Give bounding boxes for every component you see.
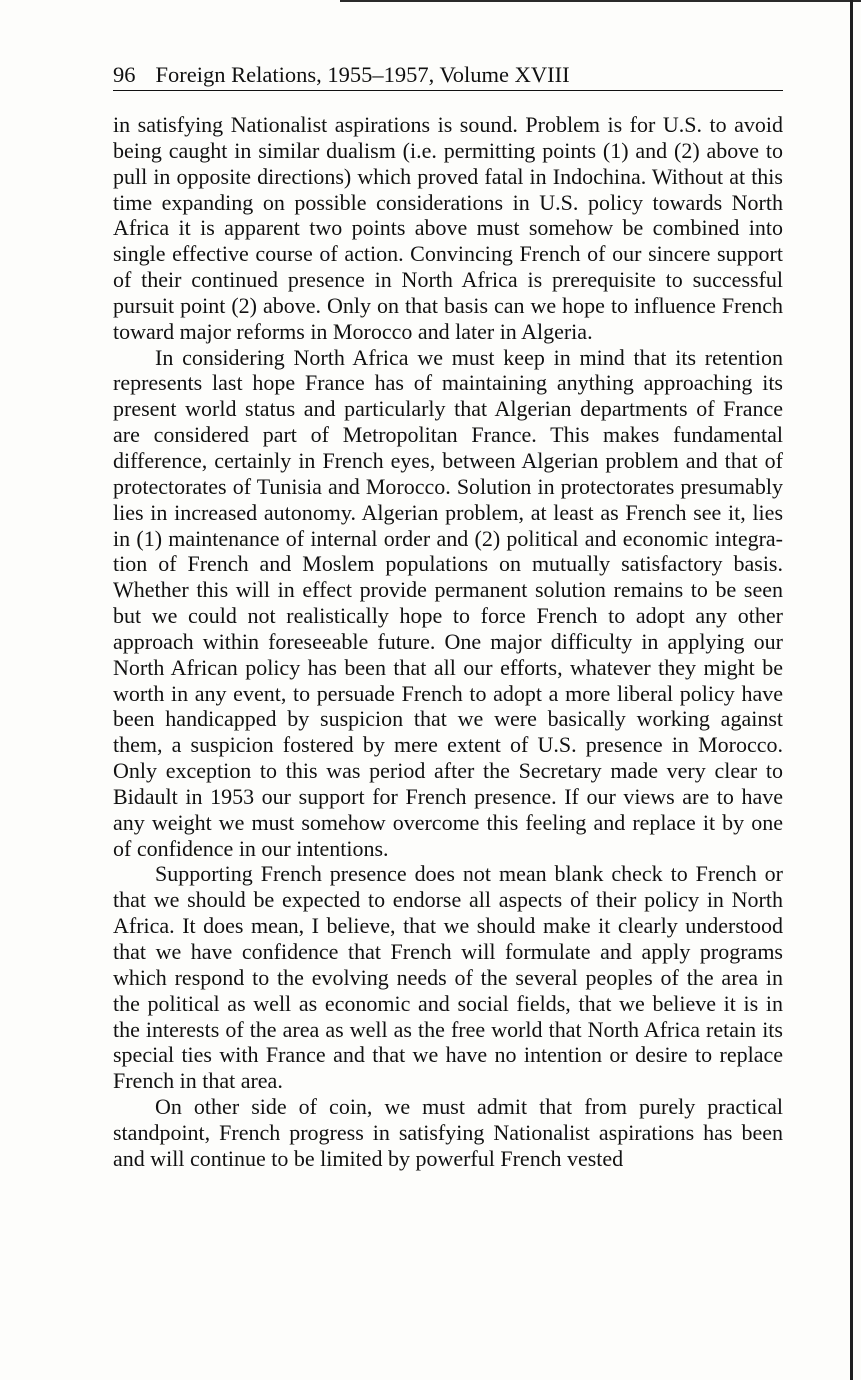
scan-top-edge — [340, 0, 861, 2]
paragraph-continued: in satisfying Nationalist aspirations is sound. Problem is for U.S. to avoid being caught in similar dualism (i.e. permitting points (1) and (2) above to pull in opposite directions) which proved fatal in Indochina. Without at this time expanding on possible considerations in U.S. policy towards North Africa it is apparent two points above must somehow be combined into single effective course of action. Convincing French of our sincere support of their continued presence in North Africa is prerequisite to successful pursuit point (2) above. Only on that basis can we hope to influence French toward major reforms in Morocco and later in Algeria. — [113, 112, 783, 344]
paragraph: Supporting French presence does not mean blank check to French or that we should be expected to endorse all aspects of their policy in North Africa. It does mean, I believe, that we should make it clearly understood that we have confidence that French will formulate and apply programs which respond to the evolving needs of the several peoples of the area in the political as well as economic and social fields, that we believe it is in the interests of the area as well as the free world that North Africa retain its special ties with France and that we have no intention or desire to replace French in that area. — [113, 861, 783, 1094]
running-head — [113, 62, 783, 91]
page-number: 96 — [113, 62, 136, 87]
paragraph: On other side of coin, we must admit that from purely practical standpoint, French progress in satisfying Nationalist aspirations has been and will continue to be limited by powerful French vested — [113, 1094, 783, 1171]
running-head-title: Foreign Relations, 1955–1957, Volume XVIII — [155, 62, 570, 87]
scan-right-edge — [850, 0, 853, 1380]
body-text — [113, 112, 783, 1172]
paragraph: In considering North Africa we must keep in mind that its retention represents last hope France has of maintaining anything approaching its present world status and particularly that Algerian departments of France are considered part of Metropolitan France. This makes fundamental difference, certainly in French eyes, between Algerian problem and that of protectorates of Tunisia and Morocco. Solution in protectorates presumably lies in increased autonomy. Algerian problem, at least as French see it, lies in (1) maintenance of internal order and (2) political and economic integration of French and Moslem populations on mutually satisfactory basis. Whether this will in effect provide permanent solution remains to be seen but we could not realistically hope to force French to adopt any other approach within foreseeable future. One major difficulty in applying our North African policy has been that all our efforts, whatever they might be worth in any event, to persuade French to adopt a more liberal policy have been handicapped by suspicion that we were basically working against them, a suspicion fostered by mere extent of U.S. presence in Morocco. Only exception to this was period after the Secretary made very clear to Bidault in 1953 our support for French presence. If our views are to have any weight we must somehow overcome this feeling and replace it by one of confidence in our intentions. — [113, 344, 783, 861]
